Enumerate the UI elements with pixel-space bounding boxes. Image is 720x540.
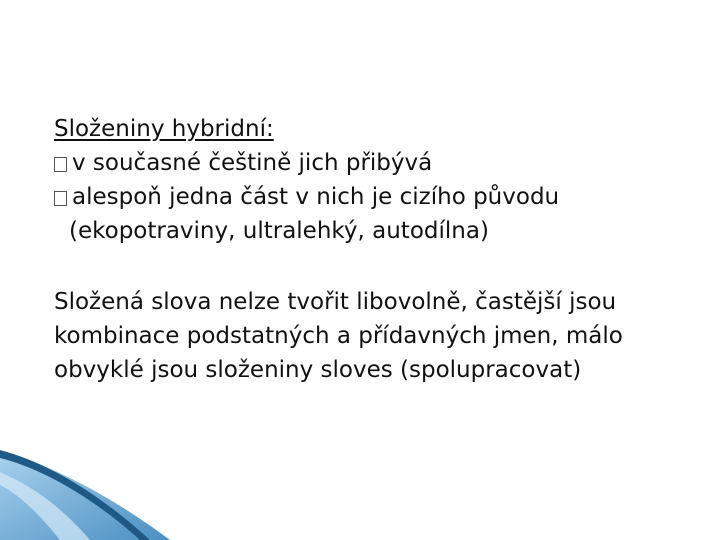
bullet-box-icon bbox=[54, 191, 67, 206]
slide-heading: Složeniny hybridní: bbox=[54, 116, 274, 142]
bullet-continuation: (ekopotraviny, ultralehký, autodílna) bbox=[69, 218, 489, 244]
bullet-text: v současné češtině jich přibývá bbox=[72, 150, 433, 176]
bullet-text: alespoň jedna část v nich je cizího původu bbox=[72, 184, 560, 210]
corner-wave-decoration bbox=[0, 450, 720, 540]
bullet-list bbox=[54, 146, 694, 214]
bullet-item bbox=[54, 146, 694, 180]
body-paragraph: Složená slova nelze tvořit libovolně, častější jsou kombinace podstatných a přídavných jmen, málo obvyklé jsou složeniny sloves (spolupracovat) bbox=[54, 289, 623, 383]
bullet-item bbox=[54, 180, 694, 214]
bullet-box-icon bbox=[54, 157, 67, 172]
slide-content bbox=[54, 112, 694, 387]
